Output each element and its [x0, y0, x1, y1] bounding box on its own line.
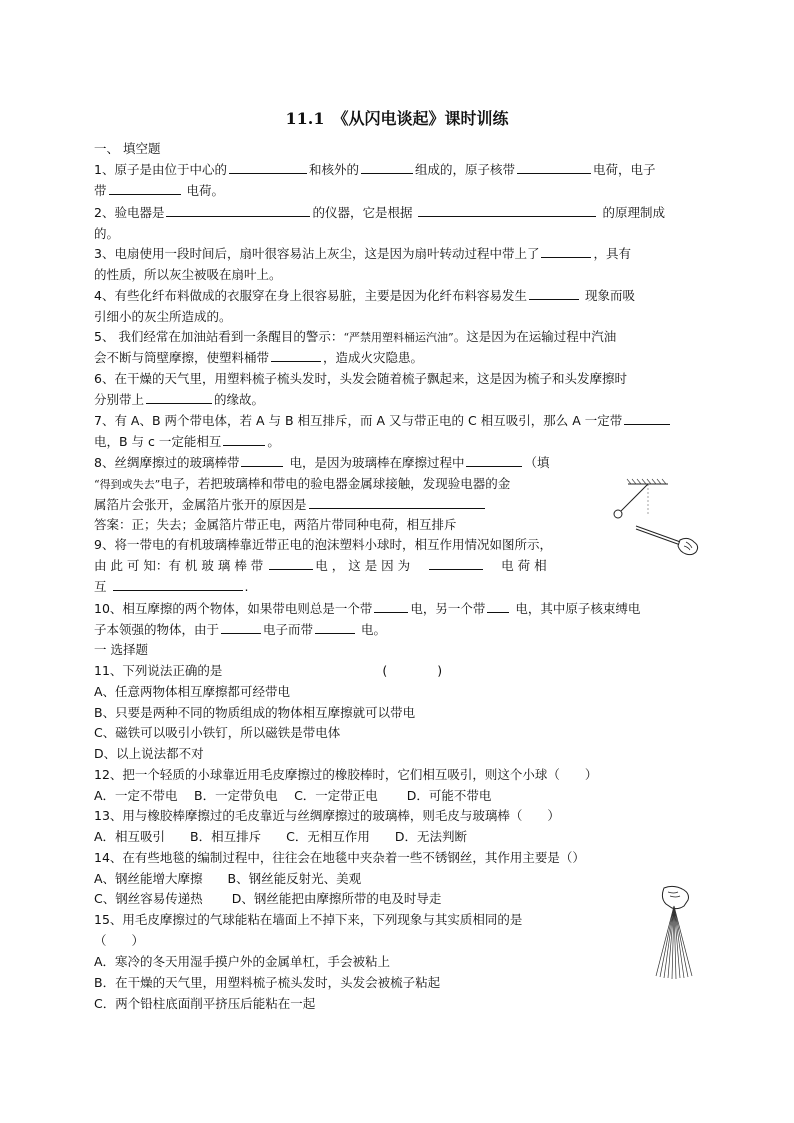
answer-blank[interactable] [315, 620, 355, 634]
question-14-options-ab[interactable]: A、钢丝能增大摩擦 B、钢丝能反射光、美观 [94, 871, 362, 886]
question-11-option-a[interactable]: A、任意两物体相互摩擦都可经带电 [94, 684, 291, 699]
question-15-option-b[interactable]: B．在干燥的天气里，用塑料梳子梳头发时，头发会被梳子粘起 [94, 975, 441, 990]
answer-blank[interactable] [113, 577, 243, 591]
answer-blank[interactable] [166, 203, 310, 217]
answer-blank[interactable] [109, 181, 181, 195]
answer-blank[interactable] [269, 556, 313, 570]
question-9-line-3: 互 . [94, 579, 249, 594]
answer-blank[interactable] [624, 411, 670, 425]
question-2-line-2: 的。 [94, 226, 120, 241]
charged-ball-rod-figure [606, 462, 706, 562]
question-11-stem: 11、下列说法正确的是 ( ) [94, 663, 443, 678]
question-11-option-b[interactable]: B、只要是两种不同的物质组成的物体相互摩擦就可以带电 [94, 705, 416, 720]
answer-blank[interactable] [221, 620, 261, 634]
question-13-stem: 13、用与橡胶棒摩擦过的毛皮靠近与丝绸摩擦过的玻璃棒，则毛皮与玻璃棒（ ） [94, 808, 560, 823]
question-2-line-1: 2、验电器是 的仪器，它是根据 的原理制成 [94, 205, 665, 220]
question-15-paren: （ ） [94, 933, 145, 948]
answer-blank[interactable] [418, 203, 596, 217]
question-8-line-2: “得到或失去”电子，若把玻璃棒和带电的验电器金属球接触，发现验电器的金 [94, 476, 511, 491]
section-heading-fill-in: 一、 填空题 [94, 141, 161, 156]
answer-blank[interactable] [466, 453, 522, 467]
answer-blank[interactable] [529, 286, 579, 300]
question-7-line-2: 电，B 与 c 一定能相互 。 [94, 434, 280, 449]
page-title: 11.1 《从闪电谈起》课时训练 [285, 109, 509, 128]
question-14-stem: 14、在有些地毯的编制过程中，往往会在地毯中夹杂着一些不锈钢丝，其作用主要是（） [94, 850, 585, 865]
charged-strips-figure [650, 884, 698, 980]
question-15-option-c[interactable]: C．两个铅柱底面削平挤压后能粘在一起 [94, 996, 316, 1011]
question-14-options-cd[interactable]: C、钢丝容易传递热 D、钢丝能把由摩擦所带的电及时导走 [94, 891, 442, 906]
question-13-options[interactable]: A．相互吸引 B．相互排斥 C．无相互作用 D．无法判断 [94, 829, 467, 844]
question-12-stem: 12、把一个轻质的小球靠近用毛皮摩擦过的橡胶棒时，它们相互吸引，则这个小球（ ） [94, 767, 598, 782]
question-8-line-1: 8、丝绸摩擦过的玻璃棒带 电，是因为玻璃棒在摩擦过程中 （填 [94, 455, 550, 470]
question-3-line-2: 的性质，所以灰尘被吸在扇叶上。 [94, 267, 282, 282]
question-6-line-1: 6、在干燥的天气里，用塑料梳子梳头发时，头发会随着梳子飘起来，这是因为梳子和头发摩擦时 [94, 371, 627, 386]
section-heading-choice: 一 选择题 [94, 642, 148, 657]
question-10-line-2: 子本领强的物体，由于 电子而带 电。 [94, 622, 387, 637]
question-9-line-1: 9、将一带电的有机玻璃棒靠近带正电的泡沫塑料小球时，相互作用情况如图所示， [94, 537, 552, 552]
question-6-line-2: 分别带上 的缘故。 [94, 392, 265, 407]
answer-blank[interactable] [223, 432, 265, 446]
answer-blank[interactable] [487, 599, 509, 613]
question-8-line-3: 属箔片会张开，金属箔片张开的原因是 [94, 494, 487, 515]
question-8-answer: 答案：正；失去；金属箔片带正电，两箔片带同种电荷，相互排斥 [94, 517, 457, 532]
question-10-line-1: 10、相互摩擦的两个物体，如果带电则总是一个带 电，另一个带 电，其中原子核束缚电 [94, 601, 641, 616]
answer-blank[interactable] [271, 348, 321, 362]
question-4-line-1: 4、有些化纤布料做成的衣服穿在身上很容易脏，主要是因为化纤布料容易发生 现象而吸 [94, 288, 635, 303]
question-7-line-1: 7、有 A、B 两个带电体，若 A 与 B 相互排斥，而 A 又与带正电的 C 相互吸引，那么 A 一定带 [94, 410, 672, 431]
question-5-line-2: 会不断与筒壁摩擦，使塑料桶带 ，造成火灾隐患。 [94, 350, 424, 365]
answer-blank[interactable] [429, 556, 483, 570]
question-12-options[interactable]: A．一定不带电 B．一定带负电 C．一定带正电 D．可能不带电 [94, 788, 492, 803]
question-11-option-c[interactable]: C、磁铁可以吸引小铁钉，所以磁铁是带电体 [94, 725, 341, 740]
answer-blank[interactable] [374, 599, 408, 613]
question-1-line-2: 带 电荷。 [94, 183, 224, 198]
question-5-line-1: 5、 我们经常在加油站看到一条醒目的警示：“严禁用塑料桶运汽油”。这是因为在运输过程中汽油 [94, 329, 617, 344]
answer-blank[interactable] [517, 160, 591, 174]
question-15-stem: 15、用毛皮摩擦过的气球能粘在墙面上不掉下来，下列现象与其实质相同的是 [94, 912, 523, 927]
answer-blank[interactable] [361, 160, 413, 174]
question-15-option-a[interactable]: A．寒冷的冬天用湿手摸户外的金属单杠，手会被粘上 [94, 954, 391, 969]
answer-blank[interactable] [309, 495, 485, 509]
question-3-line-1: 3、电扇使用一段时间后，扇叶很容易沾上灰尘，这是因为扇叶转动过程中带上了 ，具有 [94, 246, 631, 261]
answer-blank[interactable] [229, 160, 307, 174]
question-11-option-d[interactable]: D、以上说法都不对 [94, 746, 204, 761]
answer-blank[interactable] [241, 453, 283, 467]
question-9-line-2: 由 此 可 知：有 机 玻 璃 棒 带 电 ， 这 是 因 为 电 荷 相 [94, 558, 547, 573]
answer-blank[interactable] [541, 244, 591, 258]
question-1-line-1: 1、原子是由位于中心的 和核外的 组成的，原子核带 电荷，电子 [94, 162, 656, 177]
question-4-line-2: 引细小的灰尘所造成的。 [94, 309, 232, 324]
answer-blank[interactable] [146, 390, 212, 404]
